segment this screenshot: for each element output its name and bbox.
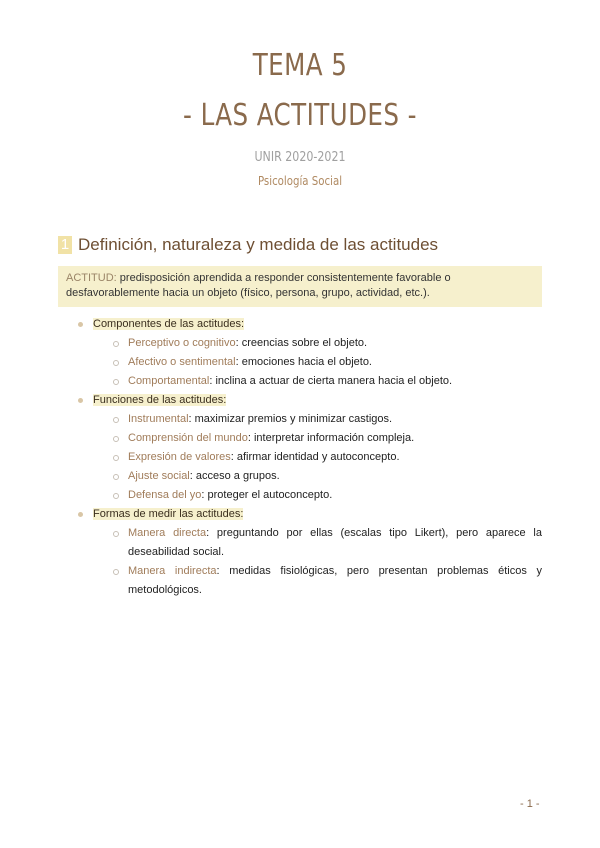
list-item xyxy=(93,372,542,391)
circle-bullet-icon xyxy=(113,531,119,537)
item-term: Defensa del yo xyxy=(128,489,202,501)
document-subtitle-title: - LAS ACTITUDES - xyxy=(183,98,417,133)
item-term: Comportamental xyxy=(128,375,210,387)
item-term: Manera indirecta xyxy=(128,565,217,577)
group-label: Funciones de las actitudes: xyxy=(93,394,227,406)
list-item xyxy=(93,562,542,600)
circle-bullet-icon xyxy=(113,474,119,480)
circle-bullet-icon xyxy=(113,455,119,461)
item-desc: : preguntando por ellas (escalas tipo Likert), pero aparece la deseabilidad social. xyxy=(128,527,542,558)
list-item xyxy=(93,334,542,353)
item-desc: : emociones hacia el objeto. xyxy=(235,356,372,368)
section-title: Definición, naturaleza y medida de las actitudes xyxy=(78,235,439,254)
circle-bullet-icon xyxy=(113,436,119,442)
group-label: Componentes de las actitudes: xyxy=(93,318,245,330)
list-item xyxy=(93,524,542,562)
list-item xyxy=(93,448,542,467)
course-name: Psicología Social xyxy=(257,174,343,188)
definition-keyword: ACTITUD: xyxy=(66,272,117,284)
item-term: Instrumental xyxy=(128,413,189,425)
page-number: - 1 - xyxy=(520,798,540,810)
circle-bullet-icon xyxy=(113,341,119,347)
list-item xyxy=(93,467,542,486)
circle-bullet-icon xyxy=(113,360,119,366)
bullet-icon xyxy=(78,398,83,403)
circle-bullet-icon xyxy=(113,379,119,385)
item-desc: : maximizar premios y minimizar castigos. xyxy=(188,413,393,425)
item-term: Expresión de valores xyxy=(128,451,231,463)
list-item xyxy=(93,353,542,372)
document-title: TEMA 5 xyxy=(252,48,348,83)
section-number: 1 xyxy=(58,236,72,254)
list-item xyxy=(58,315,542,391)
item-desc: : interpretar información compleja. xyxy=(247,432,415,444)
item-desc: : proteger el autoconcepto. xyxy=(201,489,333,501)
item-desc: : inclina a actuar de cierta manera hacia el objeto. xyxy=(209,375,453,387)
item-term: Comprensión del mundo xyxy=(128,432,248,444)
circle-bullet-icon xyxy=(113,569,119,575)
item-desc: : medidas fisiológicas, pero presentan problemas éticos y metodológicos. xyxy=(128,565,542,596)
list-item xyxy=(58,505,542,600)
section-heading xyxy=(58,234,558,256)
bullet-icon xyxy=(78,512,83,517)
list-item xyxy=(93,410,542,429)
definition-callout xyxy=(58,266,542,307)
circle-bullet-icon xyxy=(113,493,119,499)
circle-bullet-icon xyxy=(113,417,119,423)
item-desc: : creencias sobre el objeto. xyxy=(235,337,368,349)
list-item xyxy=(93,429,542,448)
list-item xyxy=(93,486,542,505)
item-term: Manera directa xyxy=(128,527,207,539)
item-term: Ajuste social xyxy=(128,470,190,482)
course-year: UNIR 2020-2021 xyxy=(254,150,346,165)
item-term: Perceptivo o cognitivo xyxy=(128,337,236,349)
list-item xyxy=(58,391,542,505)
outline-list xyxy=(58,315,542,600)
item-term: Afectivo o sentimental xyxy=(128,356,236,368)
bullet-icon xyxy=(78,322,83,327)
group-label: Formas de medir las actitudes: xyxy=(93,508,244,520)
item-desc: : acceso a grupos. xyxy=(189,470,280,482)
definition-text: predisposición aprendida a responder consistentemente favorable o desfavorablemente hacia un objeto (físico, persona, grupo, actividad, etc.). xyxy=(66,272,451,299)
item-desc: : afirmar identidad y autoconcepto. xyxy=(230,451,400,463)
